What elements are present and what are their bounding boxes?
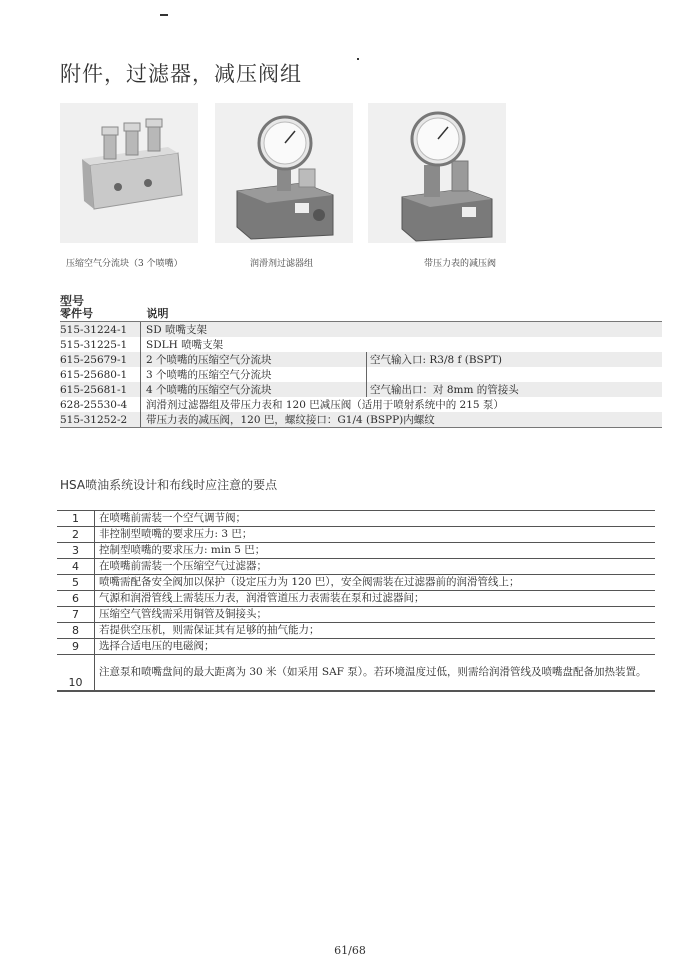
table-row <box>57 559 655 575</box>
table-row <box>60 397 662 412</box>
part-description: 3 个喷嘴的压缩空气分流块 <box>141 367 367 382</box>
rule-number: 6 <box>57 591 95 607</box>
table-row <box>57 623 655 639</box>
photo-caption: 润滑剂过滤器组 <box>250 259 314 269</box>
part-note <box>367 367 663 382</box>
photo-caption: 压缩空气分流块（3 个喷嘴） <box>66 259 183 269</box>
rule-number: 8 <box>57 623 95 639</box>
table-row <box>57 655 655 692</box>
part-number: 615-25679-1 <box>60 352 141 367</box>
rule-number: 4 <box>57 559 95 575</box>
lubricant-filter-assembly-photo <box>215 103 353 243</box>
table-row <box>57 575 655 591</box>
rule-number: 3 <box>57 543 95 559</box>
rule-number: 1 <box>57 511 95 527</box>
page-title: 附件，过滤器，减压阀组 <box>60 62 302 86</box>
part-description: 4 个喷嘴的压缩空气分流块 <box>141 382 367 397</box>
part-number: 615-25680-1 <box>60 368 128 381</box>
table-row <box>57 591 655 607</box>
rule-text: 喷嘴需配备安全阀加以保护（设定压力为 120 巴），安全阀需装在过滤器前的润滑管线上； <box>95 575 656 591</box>
scan-speck <box>160 14 168 16</box>
rule-text: 压缩空气管线需采用铜管及铜接头； <box>95 607 656 623</box>
table-row <box>60 322 662 338</box>
rule-text: 在喷嘴前需装一个空气调节阀； <box>95 511 656 527</box>
part-number-header: 零件号 <box>60 305 141 322</box>
rule-number: 9 <box>57 639 95 655</box>
part-description: SDLH 喷嘴支架 <box>141 337 663 352</box>
parts-table-header <box>60 305 662 322</box>
photo-caption: 带压力表的减压阀 <box>424 259 497 269</box>
table-row <box>60 337 662 352</box>
part-number: 515-31252-2 <box>60 412 141 428</box>
parts-section-label: 型号 <box>60 294 85 308</box>
table-row <box>57 543 655 559</box>
part-description: SD 喷嘴支架 <box>141 322 663 338</box>
rule-text: 若提供空压机，则需保证其有足够的抽气能力； <box>95 623 656 639</box>
part-note: 空气输出口：对 8mm 的管接头 <box>367 382 663 397</box>
scan-speck <box>357 58 359 60</box>
rule-text: 控制型喷嘴的要求压力: min 5 巴； <box>95 543 656 559</box>
part-description: 带压力表的减压阀，120 巴，螺纹接口：G1/4 (BSPP)内螺纹 <box>141 412 663 428</box>
table-row <box>57 511 655 527</box>
rules-heading: HSA喷油系统设计和布线时应注意的要点 <box>60 478 278 492</box>
table-row <box>60 412 662 428</box>
air-distribution-block-photo <box>60 103 198 243</box>
rule-number: 7 <box>57 607 95 623</box>
parts-table <box>60 305 662 428</box>
rule-text: 选择合适电压的电磁阀； <box>95 639 656 655</box>
part-description: 2 个喷嘴的压缩空气分流块 <box>141 352 367 367</box>
part-description: 润滑剂过滤器组及带压力表和 120 巴减压阀（适用于喷射系统中的 215 泵） <box>141 397 663 412</box>
rule-text: 注意泵和喷嘴盘间的最大距离为 30 米（如采用 SAF 泵）。若环境温度过低，则需给润滑管线及喷嘴盘配备加热装置。 <box>95 655 656 692</box>
table-row <box>60 367 662 382</box>
rule-number: 2 <box>57 527 95 543</box>
rule-number: 5 <box>57 575 95 591</box>
rule-text: 在喷嘴前需装一个压缩空气过滤器； <box>95 559 656 575</box>
description-header: 说明 <box>141 305 663 322</box>
rule-text: 气源和润滑管线上需装压力表，润滑管道压力表需装在泵和过滤器间； <box>95 591 656 607</box>
rules-table <box>57 510 655 692</box>
part-number: 615-25681-1 <box>60 382 141 397</box>
table-row <box>57 527 655 543</box>
part-number: 628-25530-4 <box>60 398 128 411</box>
pressure-reducing-valve-photo <box>368 103 506 243</box>
table-row <box>57 639 655 655</box>
table-row <box>60 382 662 397</box>
part-number: 515-31225-1 <box>60 338 128 351</box>
part-note: 空气输入口: R3/8 f (BSPT) <box>367 352 663 367</box>
rule-number: 10 <box>57 655 95 692</box>
table-row <box>57 607 655 623</box>
page-number: 61/68 <box>334 944 366 957</box>
table-row <box>60 352 662 367</box>
part-number: 515-31224-1 <box>60 322 141 338</box>
rule-text: 非控制型喷嘴的要求压力: 3 巴； <box>95 527 656 543</box>
